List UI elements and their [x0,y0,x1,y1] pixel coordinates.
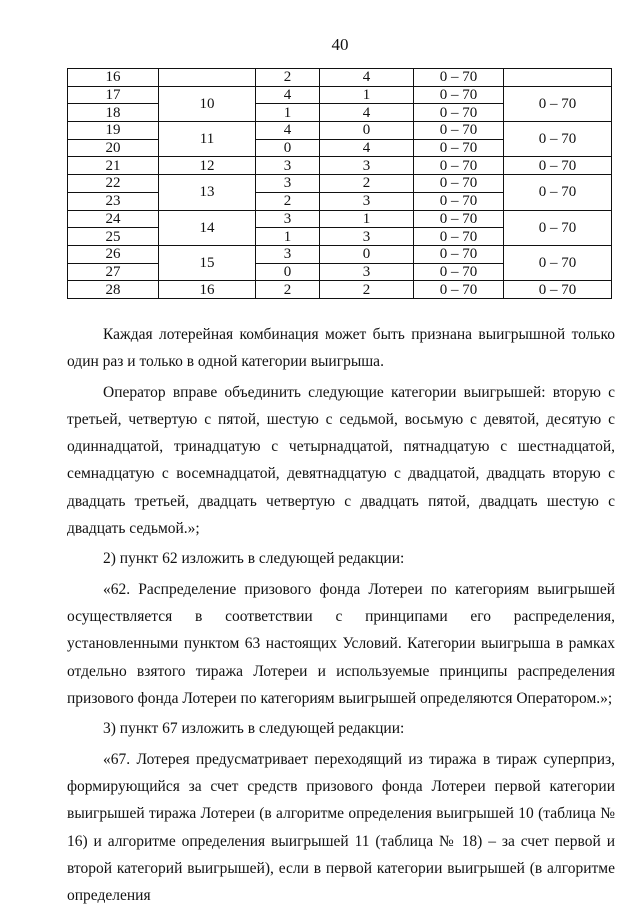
paragraph: 3) пункт 67 изложить в следующей редакции: [103,720,405,738]
table-cell-a: 4 [256,86,320,104]
table-cell-group: 0 – 70 [504,175,612,210]
paragraph: 2) пункт 62 изложить в следующей редакции: [103,550,405,568]
table-cell-category: 25 [68,228,159,246]
table-cell-group: 0 – 70 [504,210,612,245]
table-cell-algorithm: 16 [159,281,256,299]
prize-category-table [67,68,612,299]
table-cell-percent: 0 – 70 [414,122,504,140]
table-cell-a: 2 [256,281,320,299]
paragraph: «67. Лотерея предусматривает переходящий из тиража в тираж суперприз, формирующийся за счет средств призового фонда Лотереи первой категории выигрышей тиража Лотереи (в алгоритме определения выигрышей 10 (таблица № 16) и алгоритме определения выигрышей 11 (таблица № 18) – за счет первой и второй категорий выигрышей), если в первой категории выигрышей (в алгоритме определения [67,751,615,905]
table-cell-category: 16 [68,69,159,87]
document-body [67,321,615,913]
table-cell-b: 1 [320,210,414,228]
table-cell-percent: 0 – 70 [414,86,504,104]
table-cell-a: 0 [256,139,320,157]
table-cell-a: 4 [256,122,320,140]
table-cell-algorithm: 11 [159,122,256,157]
table-cell-b: 3 [320,228,414,246]
table-cell-algorithm: 15 [159,245,256,280]
table-cell-b: 4 [320,69,414,87]
table-row [68,122,612,140]
table-cell-b: 3 [320,263,414,281]
table-cell-percent: 0 – 70 [414,192,504,210]
table-cell-percent: 0 – 70 [414,104,504,122]
table-cell-percent: 0 – 70 [414,263,504,281]
table-cell-group: 0 – 70 [504,122,612,157]
table-cell-category: 22 [68,175,159,193]
table-cell-category: 21 [68,157,159,175]
table-cell-percent: 0 – 70 [414,281,504,299]
table-cell-group [504,69,612,87]
table-row [68,175,612,193]
table-cell-a: 2 [256,69,320,87]
table-cell-category: 27 [68,263,159,281]
table-cell-group: 0 – 70 [504,281,612,299]
table-cell-algorithm: 13 [159,175,256,210]
table-cell-percent: 0 – 70 [414,175,504,193]
table-cell-category: 23 [68,192,159,210]
table-cell-b: 4 [320,104,414,122]
table-cell-a: 1 [256,104,320,122]
table-cell-b: 1 [320,86,414,104]
table-cell-b: 2 [320,281,414,299]
table-cell-a: 3 [256,210,320,228]
table-cell-algorithm: 14 [159,210,256,245]
table-row [68,281,612,299]
table-cell-category: 26 [68,245,159,263]
table-cell-b: 4 [320,139,414,157]
table-cell-percent: 0 – 70 [414,139,504,157]
table-row [68,86,612,104]
table-cell-algorithm: 12 [159,157,256,175]
table-cell-b: 0 [320,122,414,140]
table-cell-percent: 0 – 70 [414,69,504,87]
table-cell-a: 1 [256,228,320,246]
table-cell-percent: 0 – 70 [414,157,504,175]
table-cell-a: 2 [256,192,320,210]
table-cell-group: 0 – 70 [504,86,612,121]
table-cell-category: 24 [68,210,159,228]
table-cell-b: 3 [320,192,414,210]
table-cell-percent: 0 – 70 [414,210,504,228]
table-cell-percent: 0 – 70 [414,245,504,263]
table-cell-b: 0 [320,245,414,263]
table-cell-algorithm [159,69,256,87]
table-row [68,157,612,175]
page-number: 40 [331,35,349,54]
table-cell-category: 18 [68,104,159,122]
table-cell-category: 19 [68,122,159,140]
table-cell-group: 0 – 70 [504,245,612,280]
table-row [68,210,612,228]
table-cell-category: 20 [68,139,159,157]
table-cell-a: 3 [256,245,320,263]
table-cell-a: 0 [256,263,320,281]
table-cell-group: 0 – 70 [504,157,612,175]
table-row [68,69,612,87]
table-cell-category: 28 [68,281,159,299]
table-cell-b: 2 [320,175,414,193]
paragraph: Каждая лотерейная комбинация может быть признана выигрышной только один раз и только в одной категории выигрыша. [67,326,615,371]
paragraph: Оператор вправе объединить следующие категории выигрышей: вторую с третьей, четвертую с пятой, шестую с седьмой, восьмую с девятой, десятую с одиннадцатой, тринадцатую с четырнадцатой, пятнадцатую с шестнадцатой, семнадцатую с восемнадцатой, девятнадцатую с двадцатой, двадцать вторую с двадцать третьей, двадцать четвертую с двадцать пятой, двадцать шестую с двадцать седьмой.»; [67,383,615,537]
table-cell-a: 3 [256,157,320,175]
paragraph: «62. Распределение призового фонда Лотереи по категориям выигрышей осуществляется в соответствии с принципами его распределения, установленными пунктом 63 настоящих Условий. Категории выигрыша в рамках отдельно взятого тиража Лотереи и используемые принципы распределения призового фонда Лотереи по категориям выигрышей определяются Оператором.»; [67,581,615,707]
table-cell-algorithm: 10 [159,86,256,121]
table-row [68,245,612,263]
table-cell-b: 3 [320,157,414,175]
table-cell-category: 17 [68,86,159,104]
table-cell-a: 3 [256,175,320,193]
table-cell-percent: 0 – 70 [414,228,504,246]
